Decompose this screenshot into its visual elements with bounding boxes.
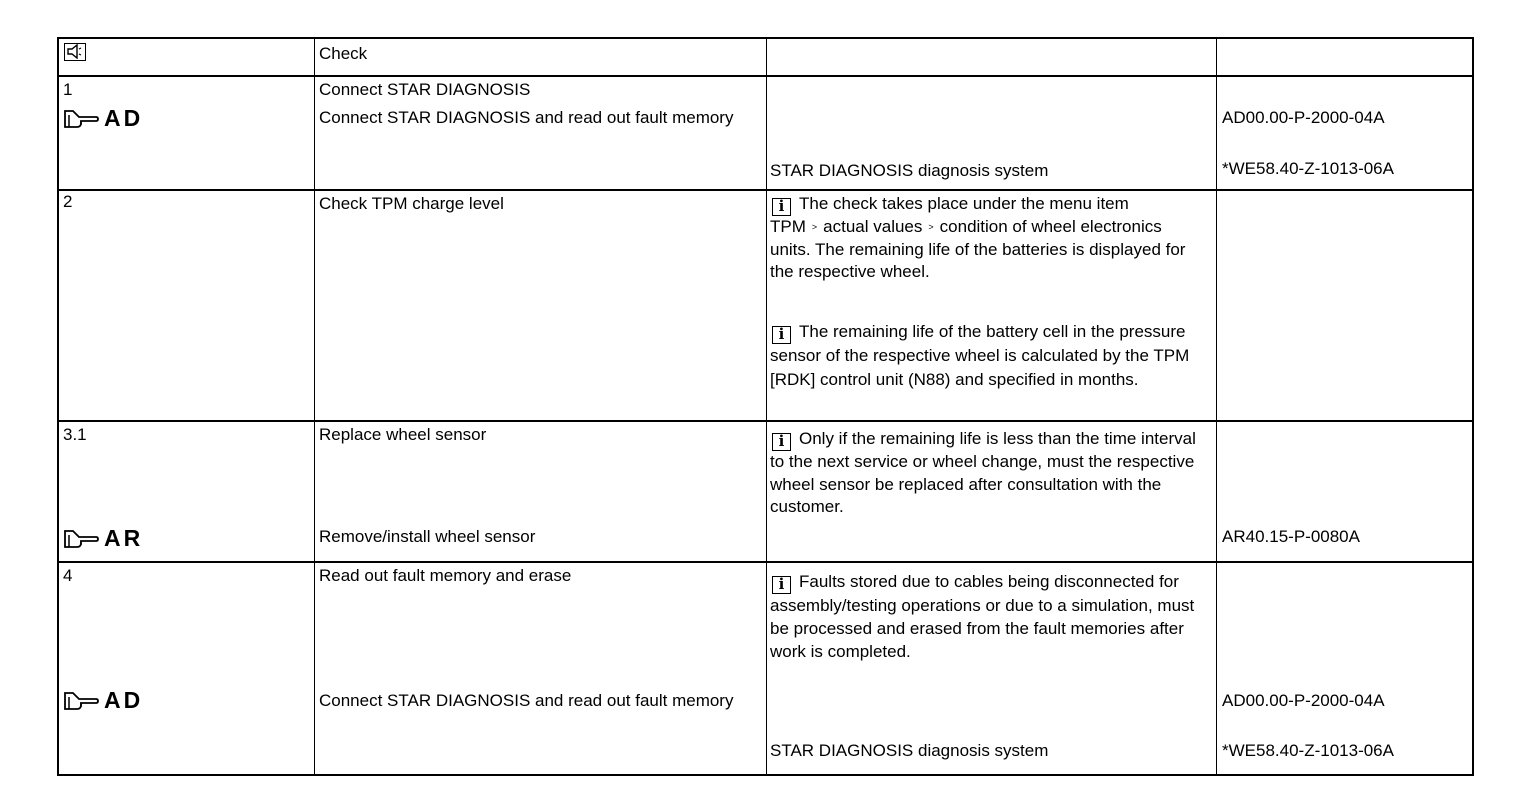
- column-divider: [314, 39, 315, 774]
- hand-pointer-ad[interactable]: [63, 105, 143, 132]
- check-header: Check: [319, 44, 368, 63]
- tool-label: STAR DIAGNOSIS diagnosis system: [770, 161, 1049, 180]
- reference-link[interactable]: AD00.00-P-2000-04A: [1222, 108, 1385, 127]
- info-icon: i: [772, 198, 791, 216]
- sub-action: Remove/install wheel sensor: [319, 527, 536, 546]
- step-number: 3.1: [63, 425, 87, 444]
- row-divider: [59, 561, 1472, 563]
- hand-pointer-icon: [63, 689, 99, 713]
- row-divider: [59, 420, 1472, 422]
- tool-reference-link[interactable]: *WE58.40-Z-1013-06A: [1222, 159, 1394, 178]
- note-text: actual values: [823, 217, 923, 236]
- menu-separator: >: [928, 222, 934, 232]
- row-divider: [59, 75, 1472, 77]
- column-divider: [766, 39, 767, 774]
- info-note: [770, 320, 1200, 391]
- row-divider: [59, 189, 1472, 191]
- step-number: 4: [63, 566, 73, 585]
- info-note: [770, 428, 1200, 519]
- back-speaker-icon[interactable]: [64, 43, 86, 61]
- reference-link[interactable]: AD00.00-P-2000-04A: [1222, 691, 1385, 710]
- step-title: Read out fault memory and erase: [319, 566, 572, 585]
- info-icon: i: [772, 433, 791, 451]
- tool-label: STAR DIAGNOSIS diagnosis system: [770, 741, 1049, 760]
- info-note: [770, 570, 1200, 663]
- step-title: Replace wheel sensor: [319, 425, 487, 444]
- info-note: [770, 193, 1200, 284]
- column-divider: [1216, 39, 1217, 774]
- step-title: Connect STAR DIAGNOSIS: [319, 80, 531, 99]
- procedure-table: [57, 37, 1474, 776]
- hand-code: AD: [104, 105, 144, 131]
- hand-code: AR: [104, 525, 144, 551]
- step-title: Check TPM charge level: [319, 194, 504, 213]
- note-text: Faults stored due to cables being disconnected for assembly/testing operations or due to a simulation, must be processed and erased from the fault memories after work is completed.: [770, 572, 1195, 661]
- info-icon: i: [772, 326, 791, 344]
- step-number: 2: [63, 192, 73, 211]
- sub-action: Connect STAR DIAGNOSIS and read out fault memory: [319, 108, 734, 127]
- reference-link[interactable]: AR40.15-P-0080A: [1222, 527, 1360, 546]
- hand-pointer-icon: [63, 107, 99, 131]
- note-text: The check takes place under the menu item TPM: [770, 194, 1129, 236]
- hand-pointer-ar[interactable]: [63, 525, 143, 552]
- hand-pointer-ad[interactable]: [63, 687, 143, 714]
- menu-separator: >: [811, 222, 818, 232]
- hand-pointer-icon: [63, 527, 99, 551]
- info-icon: i: [772, 576, 791, 594]
- note-text: condition of wheel electronics units. The remaining life of the batteries is displayed for the respective wheel.: [770, 217, 1186, 282]
- sub-action: Connect STAR DIAGNOSIS and read out fault memory: [319, 691, 734, 710]
- note-text: The remaining life of the battery cell in the pressure sensor of the respective wheel is calculated by the TPM [RDK] control unit (N88) and specified in months.: [770, 322, 1190, 389]
- note-text: Only if the remaining life is less than the time interval to the next service or wheel change, must the respective wheel sensor be replaced after consultation with the customer.: [770, 429, 1196, 516]
- tool-reference-link[interactable]: *WE58.40-Z-1013-06A: [1222, 741, 1394, 760]
- hand-code: AD: [104, 687, 144, 713]
- step-number: 1: [63, 80, 73, 99]
